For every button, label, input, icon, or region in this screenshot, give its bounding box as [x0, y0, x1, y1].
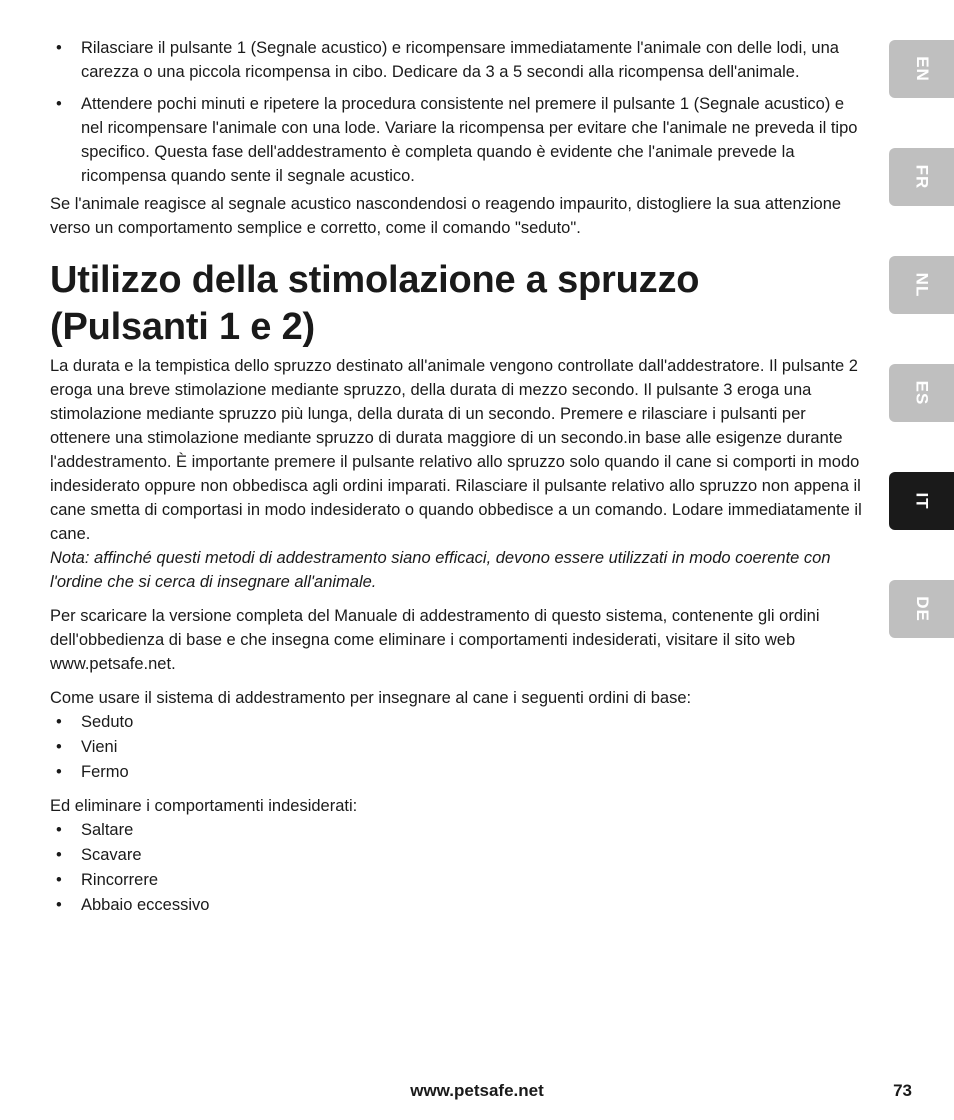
list-item: • Rilasciare il pulsante 1 (Segnale acustico) e ricompensare immediatamente l'animale con delle lodi, una carezza o una piccola ricompensa in cibo. Dedicare da 3 a 5 secondi alla ricompensa dell'animale.	[50, 36, 862, 84]
list-item: • Rincorrere	[50, 868, 862, 892]
fear-reaction-paragraph: Se l'animale reagisce al segnale acustico nascondendosi o reagendo impaurito, distogliere la sua attenzione verso un comportamento semplice e corretto, come il comando "seduto".	[50, 195, 842, 237]
list-item: • Attendere pochi minuti e ripetere la procedura consistente nel premere il pulsante 1 (Segnale acustico) e nel ricompensare l'animale con una lode. Variare la ricompensa per evitare che l'animale ne preveda il tipo specifico. Questa fase dell'addestramento è completa quando è evidente che l'animale prevede la ricompensa quando sente il segnale acustico.	[50, 92, 862, 188]
language-tab-nl[interactable]	[889, 256, 954, 314]
language-tab-it[interactable]	[889, 472, 954, 530]
tab-label: ES	[912, 380, 932, 406]
list-item: • Saltare	[50, 818, 862, 842]
language-tab-en[interactable]	[889, 40, 954, 98]
tab-label: DE	[912, 596, 932, 622]
list-item: • Vieni	[50, 735, 862, 759]
list-item: • Seduto	[50, 710, 862, 734]
commands-list	[50, 710, 862, 784]
tab-label: NL	[912, 272, 932, 298]
behaviors-list	[50, 818, 862, 917]
spray-paragraph	[50, 354, 862, 594]
tab-label: EN	[912, 56, 932, 82]
note-text: Nota: affinché questi metodi di addestramento siano efficaci, devono essere utilizzati in modo coerente con l'ordine che si cerca di insegnare all'animale.	[50, 549, 831, 591]
language-tab-de[interactable]	[889, 580, 954, 638]
footer-url[interactable]: www.petsafe.net	[410, 1081, 544, 1100]
list-item: • Abbaio eccessivo	[50, 893, 862, 917]
language-tab-fr[interactable]	[889, 148, 954, 206]
language-tab-es[interactable]	[889, 364, 954, 422]
section-heading: Utilizzo della stimolazione a spruzzo (Pulsanti 1 e 2)	[50, 259, 700, 348]
instruction-bullet-list	[50, 36, 862, 188]
page-content	[50, 36, 862, 918]
download-paragraph: Per scaricare la versione completa del Manuale di addestramento di questo sistema, contenente gli ordini dell'obbedienza di base e che insegna come eliminare i comportamenti indesiderati, visitare il sito web www.petsafe.net.	[50, 607, 820, 673]
spray-text: La durata e la tempistica dello spruzzo destinato all'animale vengono controllate dall'addestratore. Il pulsante 2 eroga una breve stimolazione mediante spruzzo, della durata di mezzo secondo. Il pulsante 3 eroga una stimolazione mediante spruzzo più lunga, della durata di un secondo. Premere e rilasciare i pulsanti per ottenere una stimolazione mediante spruzzo di durata maggiore di un secondo.in base alle esigenze durante l'addestramento. È importante premere il pulsante relativo allo spruzzo solo quando il cane si comporti in modo indesiderato oppure non obbedisca agli ordini imparati. Rilasciare il pulsante relativo allo spruzzo non appena il cane smetta di comportasi in modo indesiderato o quando obbedisce a un comando. Lodare immediatamente il cane.	[50, 357, 862, 543]
commands-intro: Come usare il sistema di addestramento per insegnare al cane i seguenti ordini di base:	[50, 689, 692, 707]
list-item: • Scavare	[50, 843, 862, 867]
eliminate-intro: Ed eliminare i comportamenti indesiderati:	[50, 797, 358, 815]
tab-label: FR	[912, 164, 932, 190]
list-item: • Fermo	[50, 760, 862, 784]
tab-label: IT	[912, 492, 932, 510]
page-number: 73	[893, 1081, 912, 1100]
